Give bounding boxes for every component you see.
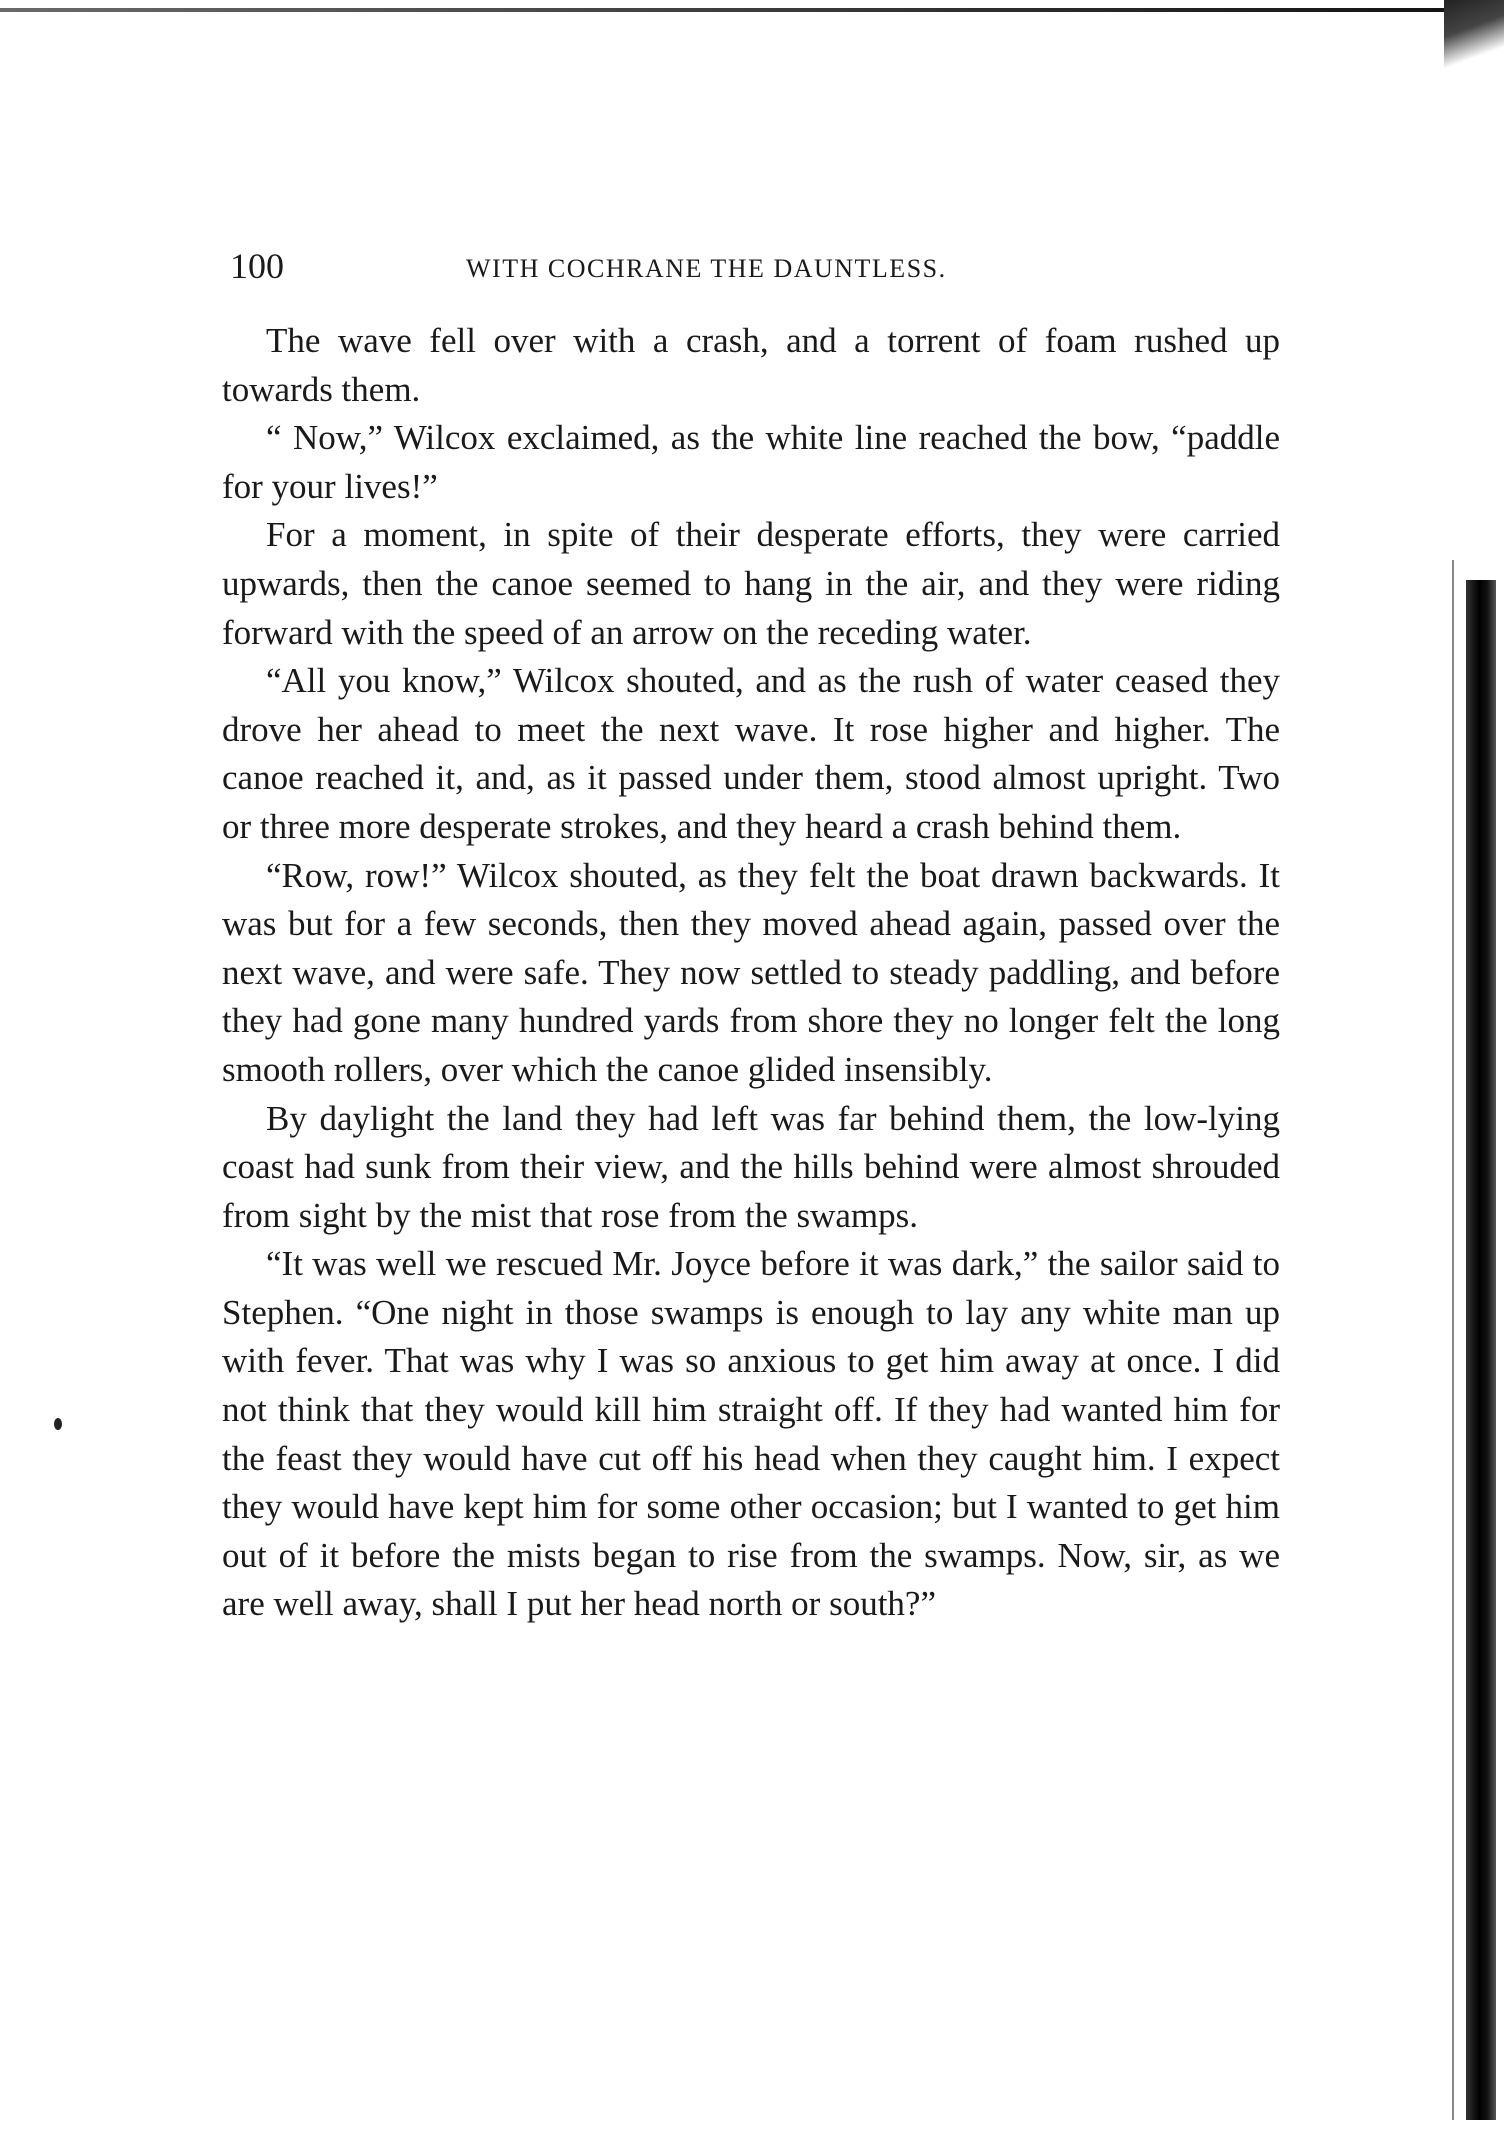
- page-corner-shadow: [1444, 0, 1504, 70]
- page-number: 100: [230, 246, 284, 286]
- running-title: WITH COCHRANE THE DAUNTLESS.: [466, 254, 947, 283]
- ink-speck: [54, 1418, 62, 1430]
- binding-edge-shadow: [1466, 580, 1496, 2120]
- page-edge-line: [1452, 560, 1454, 2120]
- paragraph: “It was well we rescued Mr. Joyce before it was dark,” the sailor said to Stephen. “One night in those swamps is enough to lay any white man up with fever. That was why I was so anxious to get him away at once. I did not think that they would kill him straight off. If they had wanted him for the feast they would have cut off his head when they caught him. I expect they would have kept him for some other occasion; but I wanted to get him out of it before the mists began to rise from the swamps. Now, sir, as we are well away, shall I put her head north or south?”: [222, 1244, 1280, 1624]
- paragraph: “Row, row!” Wilcox shouted, as they felt the boat drawn backwards. It was but for a few seconds, then they moved ahead again, passed over the next wave, and were safe. They now settled to steady paddling, and before they had gone many hundred yards from shore they no longer felt the long smooth rollers, over which the canoe glided insensibly.: [222, 855, 1280, 1089]
- paragraph: “ Now,” Wilcox exclaimed, as the white line reached the bow, “paddle for your lives!”: [222, 418, 1280, 506]
- paragraph: By daylight the land they had left was far behind them, the low-lying coast had sunk from their view, and the hills behind were almost shrouded from sight by the mist that rose from the swamps.: [222, 1098, 1280, 1235]
- running-head: [230, 246, 1050, 286]
- paragraph: The wave fell over with a crash, and a torrent of foam rushed up towards them.: [222, 321, 1280, 409]
- paragraph: For a moment, in spite of their desperate efforts, they were carried upwards, then the canoe seemed to hang in the air, and they were riding forward with the speed of an arrow on the receding water.: [222, 515, 1280, 652]
- top-edge-rule: [0, 8, 1504, 12]
- paragraph: “All you know,” Wilcox shouted, and as the rush of water ceased they drove her ahead to meet the next wave. It rose higher and higher. The canoe reached it, and, as it passed under them, stood almost upright. Two or three more desperate strokes, and they heard a crash behind them.: [222, 661, 1280, 846]
- body-text: [222, 317, 1280, 1629]
